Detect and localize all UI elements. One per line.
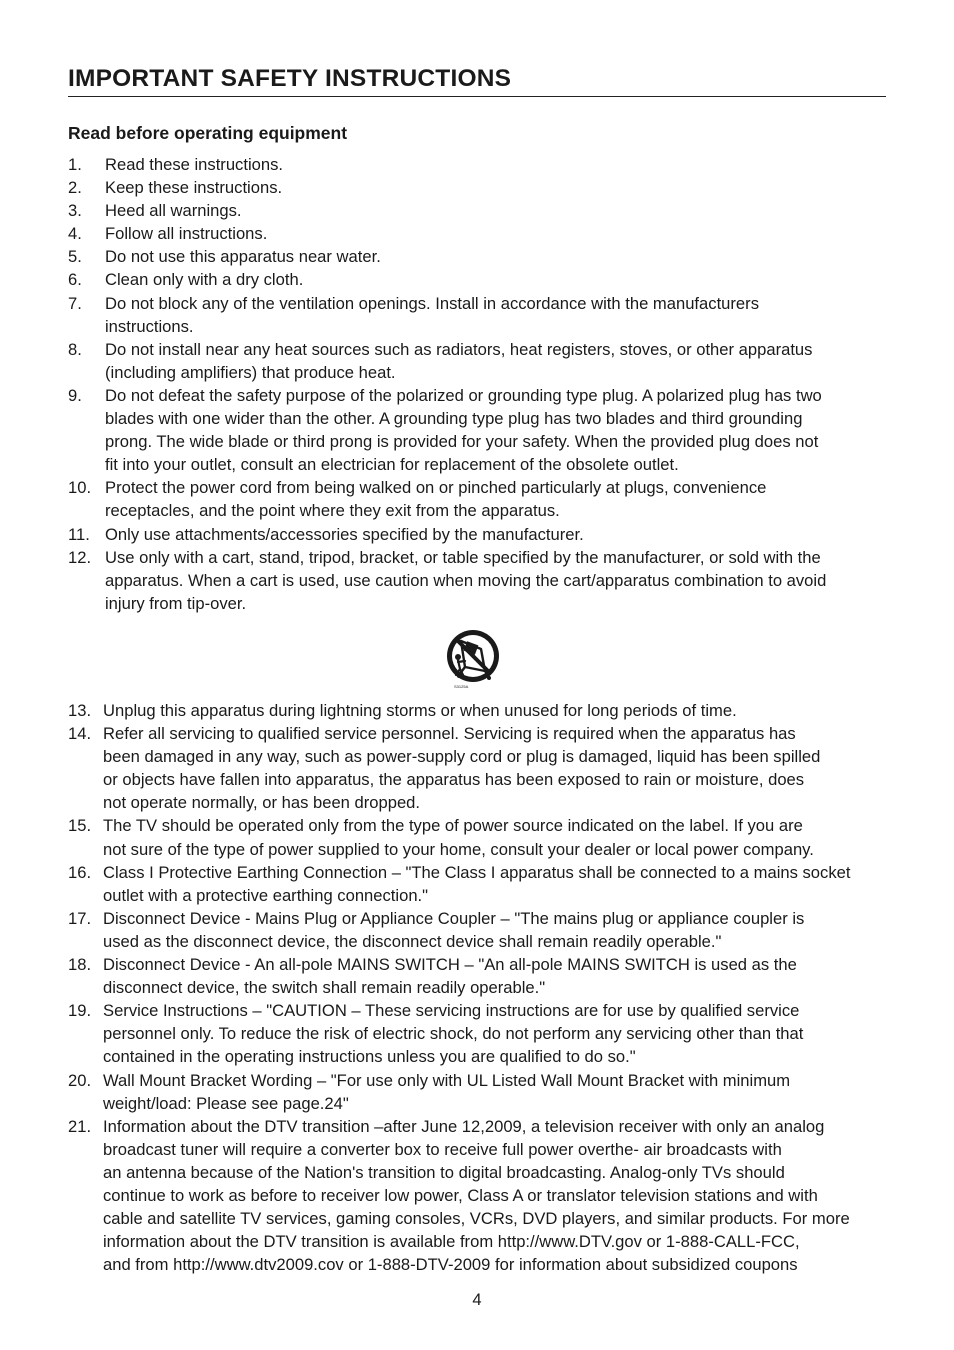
item-text-line: weight/load: Please see page.24" [103, 1093, 349, 1113]
instruction-item [68, 523, 886, 546]
item-text-line: contained in the operating instructions unless you are qualified to do so." [103, 1047, 636, 1067]
instruction-item [68, 153, 886, 176]
item-number: 17. [68, 908, 92, 928]
instruction-list-part-2 [68, 699, 886, 1276]
instruction-item [68, 292, 886, 338]
item-text [105, 153, 886, 176]
item-text-line: used as the disconnect device, the disconnect device shall remain readily operable." [103, 931, 722, 951]
item-number: 16. [68, 862, 92, 882]
instruction-item [68, 699, 886, 722]
cart-tip-over-warning-icon [441, 627, 505, 691]
item-number: 13. [68, 701, 92, 720]
item-text-line: Wall Mount Bracket Wording – "For use only with UL Listed Wall Mount Bracket with minimum [103, 1070, 791, 1090]
item-text [105, 245, 886, 268]
item-text [103, 699, 886, 722]
item-text-line: disconnect device, the switch shall remain readily operable." [103, 978, 546, 998]
item-text [105, 546, 886, 615]
instruction-item [68, 999, 886, 1068]
item-text [105, 476, 886, 522]
item-text-line: Read these instructions. [105, 155, 284, 174]
instruction-item [68, 953, 886, 999]
item-text-line: Heed all warnings. [105, 201, 242, 221]
page-title: IMPORTANT SAFETY INSTRUCTIONS [68, 65, 512, 92]
item-text-line: not operate normally, or has been dropped. [103, 793, 421, 813]
item-text-line: blades with one wider than the other. A grounding type plug has two blades and third grounding [105, 409, 803, 429]
item-text-line: cable and satellite TV services, gaming consoles, VCRs, DVD players, and similar products. For more [103, 1209, 850, 1229]
item-number: 8. [68, 339, 82, 359]
instruction-item [68, 268, 886, 291]
item-text-line: and from http://www.dtv2009.cov or 1-888-DTV-2009 for information about subsidized coupons [103, 1255, 798, 1275]
item-text-line: Clean only with a dry cloth. [105, 270, 304, 290]
instruction-item [68, 338, 886, 384]
instruction-list-part-1 [68, 153, 886, 615]
item-text-line: Disconnect Device - Mains Plug or Appliance Coupler – "The mains plug or appliance coupler is [103, 908, 805, 928]
item-text-line: outlet with a protective earthing connection." [103, 885, 429, 905]
instruction-item [68, 814, 886, 860]
item-text [105, 176, 886, 199]
item-text-line: Information about the DTV transition –after June 12,2009, a television receiver with only an analog [103, 1116, 825, 1136]
item-text [103, 907, 886, 953]
item-text-line: Disconnect Device - An all-pole MAINS SWITCH – "An all-pole MAINS SWITCH is used as the [103, 955, 797, 975]
item-text-line: information about the DTV transition is available from http://www.DTV.gov or 1-888-CALL-FCC, [103, 1232, 800, 1252]
item-text [103, 814, 886, 860]
item-text [103, 861, 886, 907]
item-text-line: The TV should be operated only from the type of power source indicated on the label. If you are [103, 816, 803, 836]
instruction-item [68, 245, 886, 268]
title-divider [68, 96, 886, 97]
instruction-item [68, 907, 886, 953]
instruction-item [68, 546, 886, 615]
item-number: 3. [68, 201, 82, 221]
item-text [103, 1069, 886, 1115]
item-text-line: personnel only. To reduce the risk of electric shock, do not perform any servicing other than that [103, 1024, 804, 1044]
item-text [103, 1115, 886, 1277]
item-text-line: Follow all instructions. [105, 224, 268, 244]
item-text-line: injury from tip-over. [105, 593, 247, 613]
item-number: 5. [68, 247, 82, 267]
item-text-line: broadcast tuner will require a converter box to receive full power overthe- air broadcasts with [103, 1139, 782, 1159]
item-text-line: continue to work as before to receiver low power, Class A or translator television stations and with [103, 1185, 818, 1205]
item-text [103, 722, 886, 814]
instruction-item [68, 199, 886, 222]
icon-caption: S3125A [454, 684, 469, 689]
item-number: 15. [68, 816, 92, 836]
item-number: 6. [68, 270, 82, 290]
instruction-item [68, 384, 886, 476]
item-number: 20. [68, 1070, 92, 1090]
item-text-line: an antenna because of the Nation's transition to digital broadcasting. Analog-only TVs should [103, 1162, 785, 1182]
instruction-item [68, 1115, 886, 1277]
item-text [105, 523, 886, 546]
section-subheading: Read before operating equipment [68, 123, 348, 143]
item-text [105, 292, 886, 338]
item-text-line: (including amplifiers) that produce heat. [105, 362, 396, 382]
item-text-line: Do not install near any heat sources such as radiators, heat registers, stoves, or other apparatus [105, 339, 813, 359]
instruction-item [68, 176, 886, 199]
item-number: 4. [68, 224, 82, 244]
item-text-line: Service Instructions – "CAUTION – These servicing instructions are for use by qualified service [103, 1001, 800, 1021]
item-text-line: Class I Protective Earthing Connection – "The Class I apparatus shall be connected to a mains socket [103, 862, 851, 882]
instruction-item [68, 476, 886, 522]
item-text [103, 999, 886, 1068]
item-number: 7. [68, 293, 82, 313]
item-text-line: been damaged in any way, such as power-supply cord or plug is damaged, liquid has been spilled [103, 747, 821, 767]
item-text-line: receptacles, and the point where they exit from the apparatus. [105, 501, 560, 521]
item-text-line: Unplug this apparatus during lightning storms or when unused for long periods of time. [103, 701, 737, 720]
item-number: 9. [68, 385, 82, 405]
item-number: 1. [68, 155, 82, 174]
item-number: 14. [68, 724, 92, 744]
item-number: 10. [68, 478, 92, 498]
instruction-item [68, 222, 886, 245]
item-text [105, 384, 886, 476]
item-text-line: Only use attachments/accessories specified by the manufacturer. [105, 524, 584, 544]
item-text-line: not sure of the type of power supplied to your home, consult your dealer or local power company. [103, 839, 814, 859]
item-text [105, 338, 886, 384]
instruction-item [68, 1069, 886, 1115]
item-text-line: or objects have fallen into apparatus, the apparatus has been exposed to rain or moisture, does [103, 770, 805, 790]
item-number: 2. [68, 178, 82, 198]
item-number: 12. [68, 547, 92, 567]
item-text-line: Do not block any of the ventilation openings. Install in accordance with the manufacturers [105, 293, 759, 313]
item-text-line: instructions. [105, 316, 194, 336]
item-text-line: Refer all servicing to qualified service personnel. Servicing is required when the apparatus has [103, 724, 796, 744]
instruction-item [68, 722, 886, 814]
item-text-line: prong. The wide blade or third prong is provided for your safety. When the provided plug does not [105, 432, 819, 452]
item-text [105, 222, 886, 245]
item-number: 11. [68, 524, 90, 544]
item-text [103, 953, 886, 999]
item-number: 18. [68, 955, 92, 975]
page-number: 4 [472, 1290, 482, 1309]
item-text-line: Do not use this apparatus near water. [105, 247, 381, 267]
item-text-line: Do not defeat the safety purpose of the polarized or grounding type plug. A polarized plug has two [105, 385, 822, 405]
item-text-line: Keep these instructions. [105, 178, 283, 198]
item-number: 21. [68, 1116, 92, 1136]
item-text-line: Use only with a cart, stand, tripod, bracket, or table specified by the manufacturer, or sold with the [105, 547, 821, 567]
item-text-line: fit into your outlet, consult an electrician for replacement of the obsolete outlet. [105, 455, 679, 475]
item-text-line: Protect the power cord from being walked on or pinched particularly at plugs, convenience [105, 478, 767, 498]
item-text [105, 199, 886, 222]
instruction-item [68, 861, 886, 907]
item-number: 19. [68, 1001, 92, 1021]
item-text-line: apparatus. When a cart is used, use caution when moving the cart/apparatus combination to avoid [105, 570, 827, 590]
item-text [105, 268, 886, 291]
